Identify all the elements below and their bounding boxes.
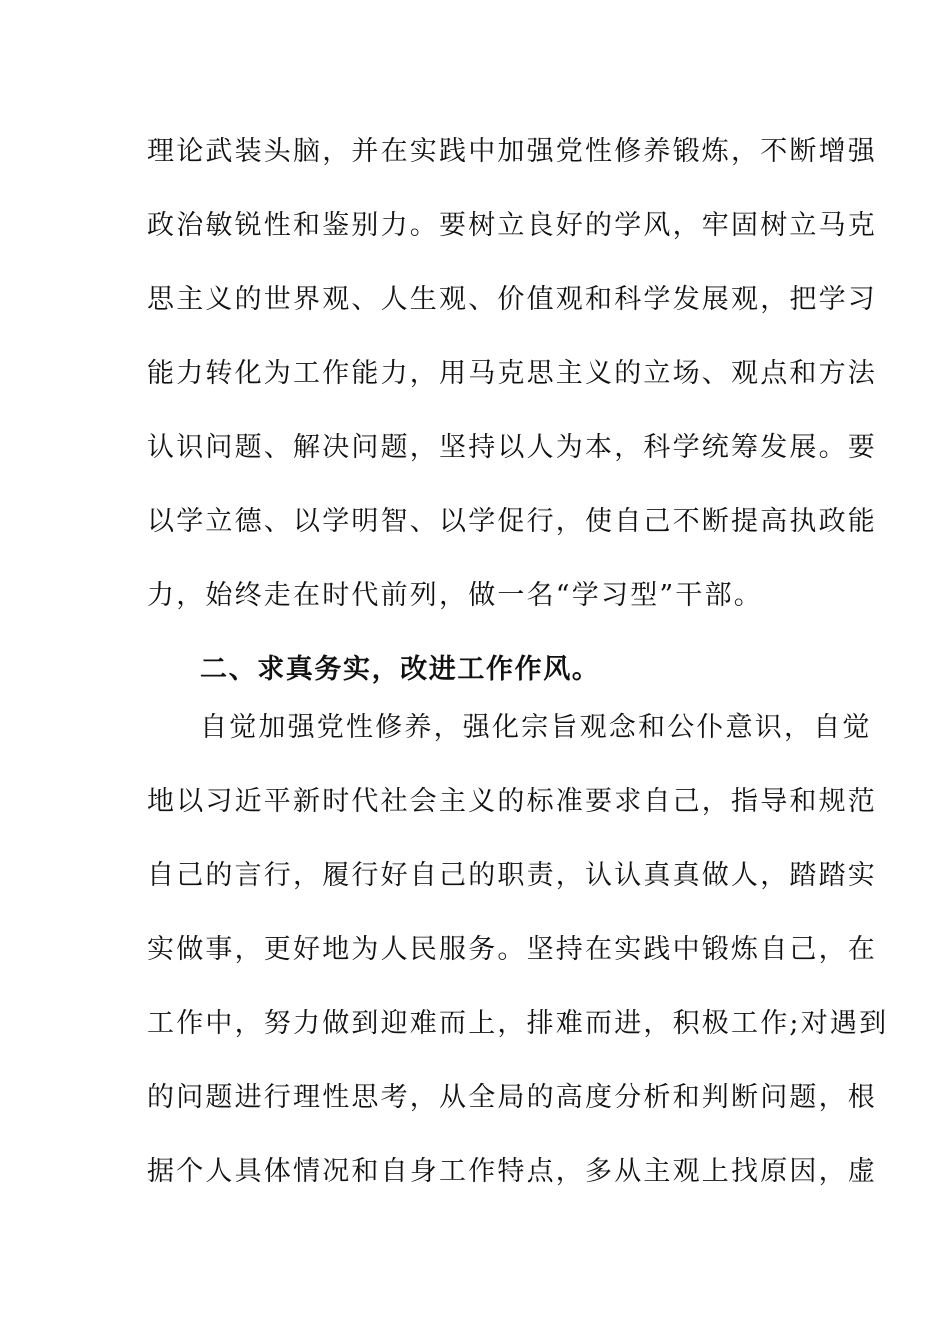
- body-text-line: 地以习近平新时代社会主义的标准要求自己，指导和规范: [147, 786, 877, 817]
- section-heading: 二、求真务实，改进工作作风。: [200, 654, 601, 685]
- body-text-line: 实做事，更好地为人民服务。坚持在实践中锻炼自己，在: [147, 934, 877, 965]
- body-text-line: 力，始终走在时代前列，做一名“学习型”干部。: [147, 580, 764, 611]
- paragraph-first-line: 自觉加强党性修养，强化宗旨观念和公仆意识，自觉: [200, 712, 872, 743]
- body-text-line: 能力转化为工作能力，用马克思主义的立场、观点和方法: [147, 358, 877, 389]
- body-text-line: 以学立德、以学明智、以学促行，使自己不断提高执政能: [147, 506, 877, 537]
- body-text-line: 自己的言行，履行好自己的职责，认认真真做人，踏踏实: [147, 860, 877, 891]
- body-text-line: 认识问题、解决问题，坚持以人为本，科学统筹发展。要: [147, 432, 877, 463]
- body-text-line: 思主义的世界观、人生观、价值观和科学发展观，把学习: [147, 284, 877, 315]
- body-text-line: 政治敏锐性和鉴别力。要树立良好的学风，牢固树立马克: [147, 210, 877, 241]
- body-text-line: 的问题进行理性思考，从全局的高度分析和判断问题，根: [147, 1082, 877, 1113]
- body-text-line: 理论武装头脑，并在实践中加强党性修养锻炼，不断增强: [147, 136, 877, 167]
- body-text-line: 据个人具体情况和自身工作特点，多从主观上找原因，虚: [147, 1156, 877, 1187]
- body-text-line: 工作中，努力做到迎难而上，排难而进，积极工作;对遇到: [147, 1008, 889, 1039]
